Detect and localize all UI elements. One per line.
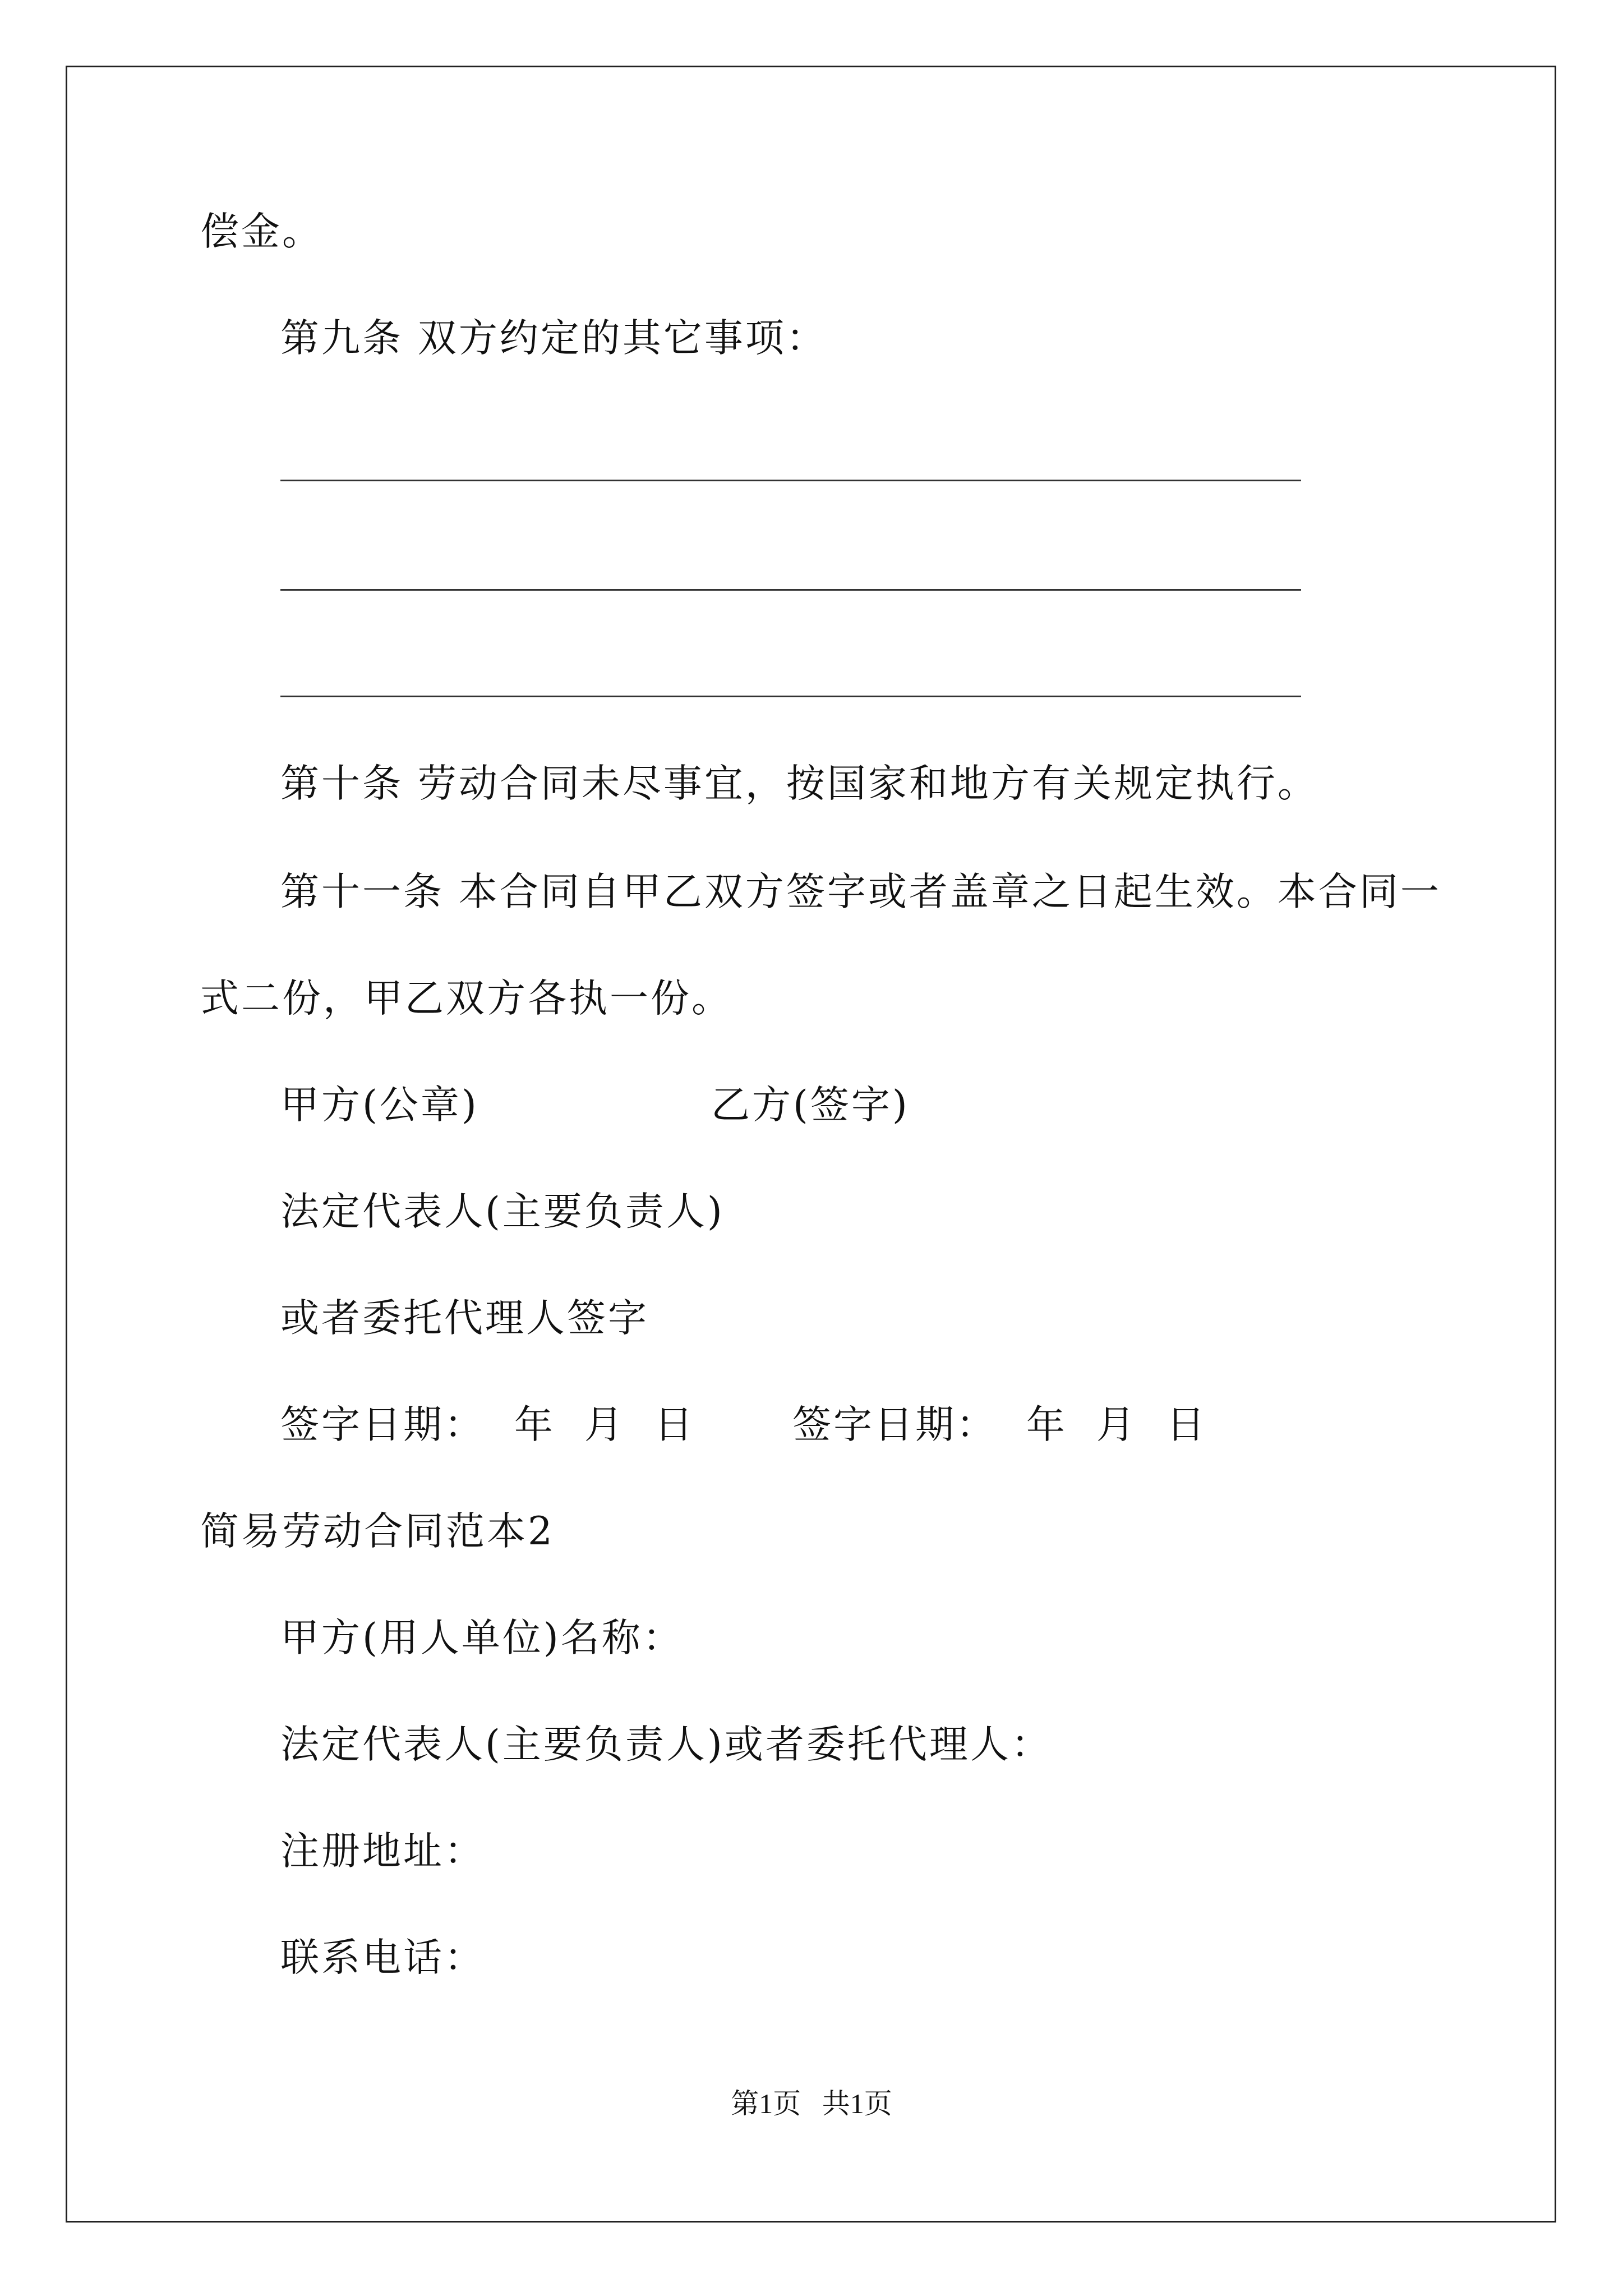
party-a-seal-label: 甲方(公章) (280, 1083, 479, 1128)
party-a-sign-date: 签字日期： 年 月 日 (280, 1402, 695, 1447)
blank-fill-line-2 (280, 589, 1301, 591)
page-border (66, 66, 1556, 2223)
article-11-line-1: 第十一条 本合同自甲乙双方签字或者盖章之日起生效。本合同一 (280, 869, 1441, 914)
page-number-footer: 第1页 共1页 (731, 2088, 892, 2119)
article-11-line-2: 式二份，甲乙双方各执一份。 (200, 976, 732, 1021)
legal-representative-label: 法定代表人(主要负责人) (280, 1189, 725, 1234)
article-9-heading: 第九条 双方约定的其它事项： (280, 316, 827, 361)
blank-fill-line-1 (280, 480, 1301, 481)
employer-name-label: 甲方(用人单位)名称： (280, 1616, 684, 1660)
party-b-sign-date: 签字日期： 年 月 日 (792, 1402, 1207, 1447)
party-b-sign-label: 乙方(签字) (711, 1083, 910, 1128)
employer-representative-label: 法定代表人(主要负责人)或者委托代理人： (280, 1722, 1052, 1767)
authorized-agent-sign-label: 或者委托代理人签字 (280, 1296, 649, 1341)
section-title-template-2: 简易劳动合同范本2 (200, 1509, 555, 1554)
contact-phone-label: 联系电话： (280, 1935, 485, 1980)
article-10: 第十条 劳动合同未尽事宜，按国家和地方有关规定执行。 (280, 761, 1318, 806)
blank-fill-line-3 (280, 696, 1301, 697)
text-line-compensation: 偿金。 (200, 209, 323, 254)
registered-address-label: 注册地址： (280, 1829, 485, 1874)
